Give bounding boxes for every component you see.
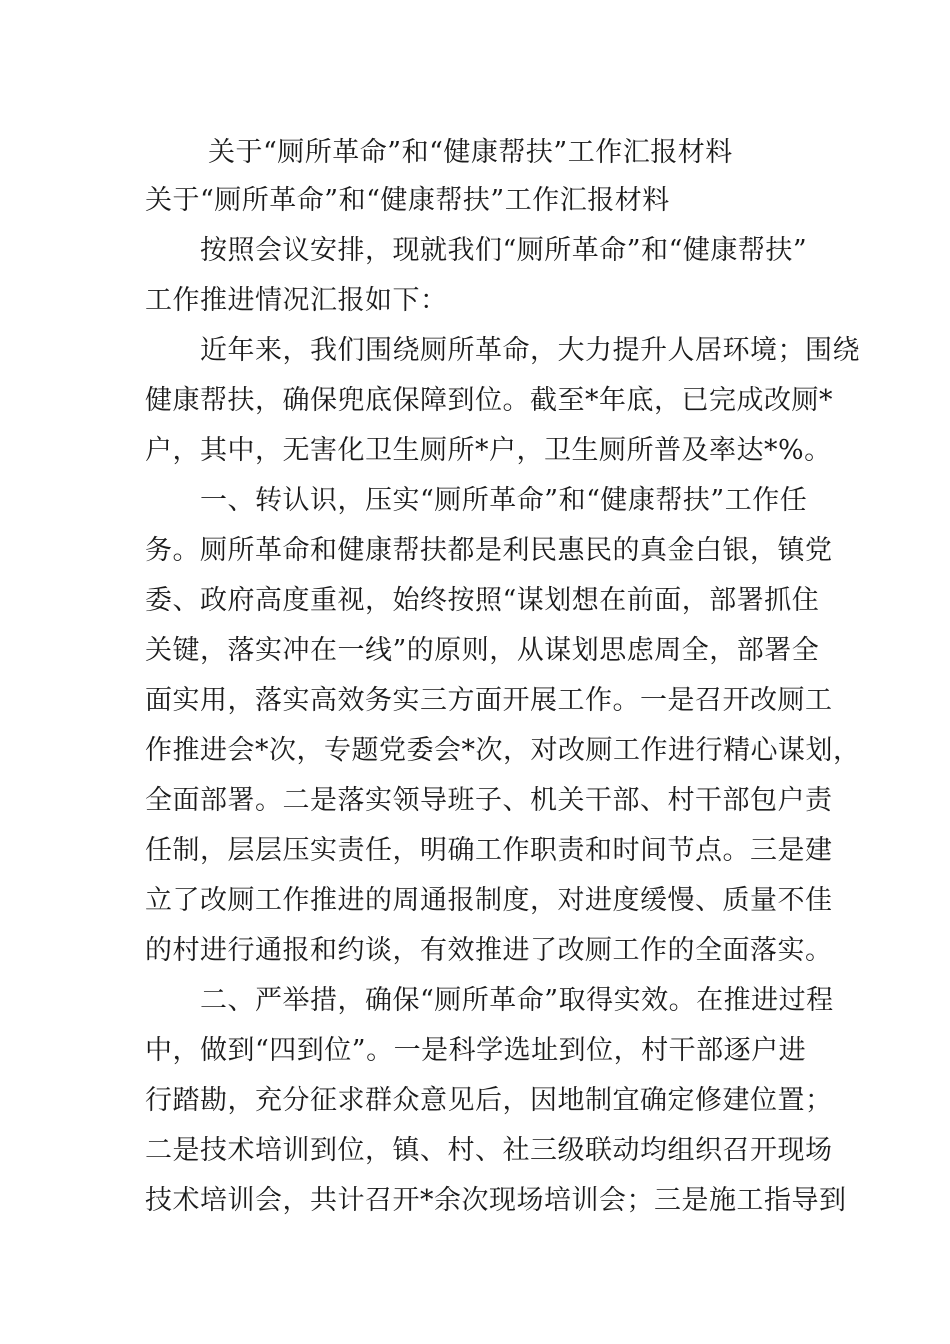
text-line: 二、严举措，确保“厕所革命”取得实效。在推进过程 [145, 985, 834, 1016]
text-line: 技术培训会，共计召开*余次现场培训会；三是施工指导到 [145, 1185, 847, 1216]
text-line: 作推进会*次，专题党委会*次，对改厕工作进行精心谋划， [145, 735, 861, 766]
text-line: 中，做到“四到位”。一是科学选址到位，村干部逐户进 [145, 1035, 807, 1066]
text-line: 关于“厕所革命”和“健康帮扶”工作汇报材料 [145, 185, 670, 216]
text-line: 健康帮扶，确保兜底保障到位。截至*年底，已完成改厕* [145, 385, 833, 416]
text-line: 按照会议安排，现就我们“厕所革命”和“健康帮扶” [145, 235, 808, 266]
text-line: 行踏勘，充分征求群众意见后，因地制宜确定修建位置； [145, 1085, 833, 1116]
text-line: 一、转认识，压实“厕所革命”和“健康帮扶”工作任 [145, 485, 808, 516]
text-line: 的村进行通报和约谈，有效推进了改厕工作的全面落实。 [145, 935, 833, 966]
text-line: 面实用，落实高效务实三方面开展工作。一是召开改厕工 [145, 685, 833, 716]
document-title: 关于“厕所革命”和“健康帮扶”工作汇报材料 [208, 137, 733, 168]
text-line: 工作推进情况汇报如下： [145, 285, 448, 316]
text-line: 委、政府高度重视，始终按照“谋划想在前面，部署抓住 [145, 585, 820, 616]
text-line: 二是技术培训到位，镇、村、社三级联动均组织召开现场 [145, 1135, 833, 1166]
text-line: 近年来，我们围绕厕所革命，大力提升人居环境；围绕 [145, 335, 860, 366]
text-line: 务。厕所革命和健康帮扶都是利民惠民的真金白银，镇党 [145, 535, 833, 566]
text-line: 关键，落实冲在一线”的原则，从谋划思虑周全，部署全 [145, 635, 820, 666]
text-line: 任制，层层压实责任，明确工作职责和时间节点。三是建 [145, 835, 833, 866]
text-line: 立了改厕工作推进的周通报制度，对进度缓慢、质量不佳 [145, 885, 833, 916]
text-line: 户，其中，无害化卫生厕所*户，卫生厕所普及率达*%。 [145, 435, 832, 466]
text-line: 全面部署。二是落实领导班子、机关干部、村干部包户责 [145, 785, 833, 816]
